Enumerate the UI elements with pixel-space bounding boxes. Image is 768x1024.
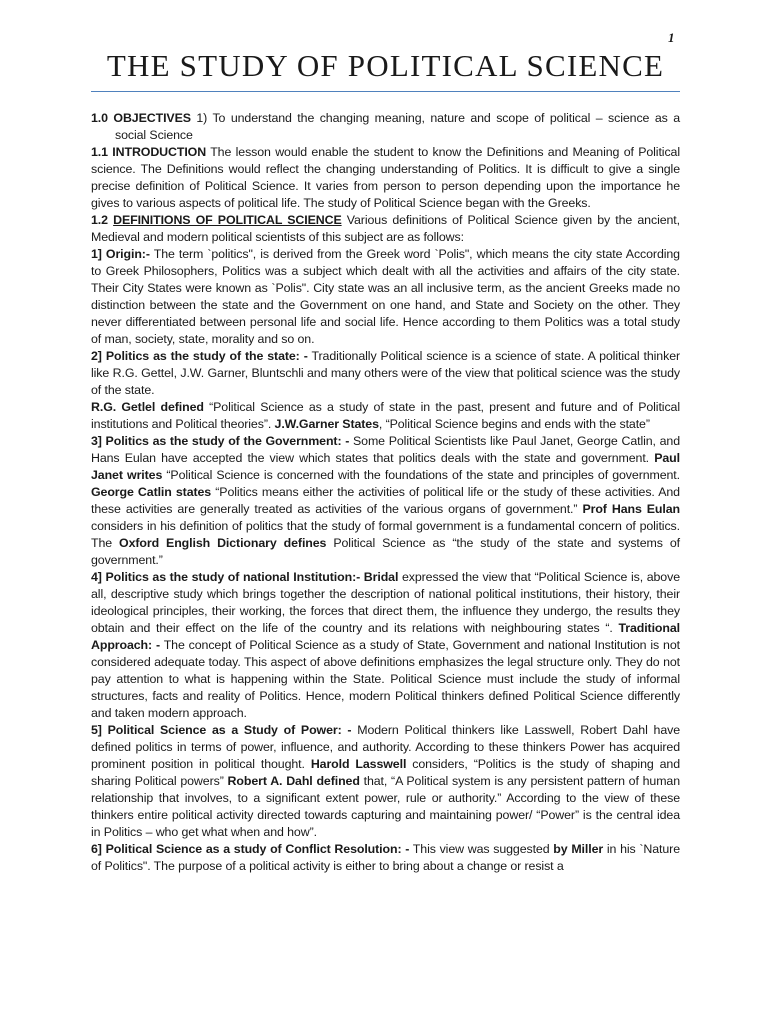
definitions-text: Various definitions of Political Science given by the ancient, Medieval and modern political scientists of this subject are as follows: xyxy=(91,213,680,244)
government-text-5: Political Science as “the study of the state and systems of government.” xyxy=(91,536,680,567)
government-text-1: Some Political Scientists like Paul Janet, George Catlin, and Hans Eulan have accepted the view which states that politics deals with the state and government. xyxy=(91,434,681,465)
institution-text-1: expressed the view that “Political Science is, above all, descriptive study which brings together the description of national political institutions, their history, their ideological principles, their working, the forces that direct them, the influence they undergo, the results they obtain and their effect on the life of the country and its relations with neighbouring states “. xyxy=(91,570,680,635)
institution-text-2: The concept of Political Science as a study of State, Government and national Institution is not considered adequate today. This aspect of above definitions emphasizes the legal structure only. They do not pay attention to what is happening within the State. Political Science must include the study of informal structures, facts and reality of Politics. Hence, modern Political thinkers defined Political Science differently and taken modern approach. xyxy=(91,638,680,720)
paragraph-government xyxy=(91,433,680,569)
origin-heading: 1] Origin:- xyxy=(91,247,150,261)
conflict-heading: 6] Political Science as a study of Conflict Resolution: - xyxy=(91,842,410,856)
garner-text: , “Political Science begins and ends with the state” xyxy=(378,417,650,431)
state-heading: 2] Politics as the study of the state: - xyxy=(91,349,308,363)
objectives-text: 1) To understand the changing meaning, nature and scope of political – science as a social Science xyxy=(115,111,680,142)
power-heading: 5] Political Science as a Study of Power: - xyxy=(91,723,352,737)
gettel-text: “Political Science as a study of state in the past, present and future and of Political institutions and Political theories”. xyxy=(91,400,680,431)
section-introduction xyxy=(91,144,680,212)
page-number: 1 xyxy=(668,30,675,45)
miller-label: by Miller xyxy=(553,842,604,856)
catlin-label: George Catlin states xyxy=(91,485,212,499)
institution-heading: 4] Politics as the study of national Institution:- Bridal xyxy=(91,570,399,584)
government-text-4: considers in his definition of politics that the study of formal government is a fundamental concern of politics. The xyxy=(91,519,680,550)
oxford-label: Oxford English Dictionary defines xyxy=(119,536,327,550)
gettel-label: R.G. Getlel defined xyxy=(91,400,204,414)
objectives-heading: 1.0 OBJECTIVES xyxy=(91,111,191,125)
introduction-heading: 1.1 INTRODUCTION xyxy=(91,145,207,159)
definitions-number: 1.2 xyxy=(91,213,114,227)
section-objectives xyxy=(91,110,680,144)
paragraph-national-institution xyxy=(91,569,680,722)
paragraph-state xyxy=(91,348,680,399)
paragraph-power xyxy=(91,722,680,841)
government-text-3: “Politics means either the activities of political life or the study of these activities. And these activities are generally treated as activities of the various organs of government.” xyxy=(91,485,680,516)
paragraph-gettel-garner xyxy=(91,399,680,433)
page-title: THE STUDY OF POLITICAL SCIENCE xyxy=(106,48,665,83)
state-text: Traditionally Political science is a science of state. A political thinker like R.G. Gettel, J.W. Garner, Bluntschli and many others were of the view that political science was the study of the state. xyxy=(91,349,681,397)
garner-label: J.W.Garner States xyxy=(274,417,379,431)
origin-text: The term `politics", is derived from the Greek word `Polis", which means the city state According to Greek Philosophers, Politics was a subject which dealt with all the activities and affairs of the city state. Their City States were known as `Polis". City state was an all inclusive term, as the ancient Greeks made no distinction between the state and the Government on one hand, and State and Society on the other. They never differentiated between personal life and social life. Hence according to them Politics was a total study of man, society, state, morality and so on. xyxy=(91,247,680,346)
power-text-2: considers, “Politics is the study of shaping and sharing Political powers” xyxy=(91,757,680,788)
document-body xyxy=(91,110,680,875)
lasswell-label: Harold Lasswell xyxy=(310,757,407,771)
introduction-text: The lesson would enable the student to know the Definitions and Meaning of Political science. The Definitions would reflect the changing understanding of Politics. It is difficult to give a single precise definition of Political Science. It varies from person to person depending upon the importance he gives to various aspects of political life. The study of Political Science began with the Greeks. xyxy=(91,145,680,210)
paragraph-conflict xyxy=(91,841,680,875)
conflict-text-1: This view was suggested xyxy=(409,842,554,856)
power-text-3: that, “A Political system is any persistent pattern of human relationship that involves, to a significant extent power, rule or authority.” According to the view of these thinkers entire political activity directed towards capturing and maintaining power/ “Power” is the central idea in Politics – who get what when and how”. xyxy=(91,774,680,839)
title-rule xyxy=(91,91,680,92)
eulan-label: Prof Hans Eulan xyxy=(582,502,681,516)
power-text-1: Modern Political thinkers like Lasswell, Robert Dahl have defined politics in terms of power, influence, and authority. According to these thinkers Power has acquired prominent position in political thought. xyxy=(91,723,680,771)
paragraph-origin xyxy=(91,246,680,348)
section-definitions xyxy=(91,212,680,246)
dahl-label: Robert A. Dahl defined xyxy=(227,774,360,788)
government-heading: 3] Politics as the study of the Government: - xyxy=(91,434,350,448)
traditional-approach-label: Traditional Approach: - xyxy=(91,621,680,652)
government-text-2: “Political Science is concerned with the foundations of the state and principles of government. xyxy=(162,468,680,482)
conflict-text-2: in his `Nature of Politics". The purpose of a political activity is either to bring about a change or resist a xyxy=(91,842,680,873)
definitions-heading: DEFINITIONS OF POLITICAL SCIENCE xyxy=(113,213,342,227)
janet-label: Paul Janet writes xyxy=(91,451,680,482)
